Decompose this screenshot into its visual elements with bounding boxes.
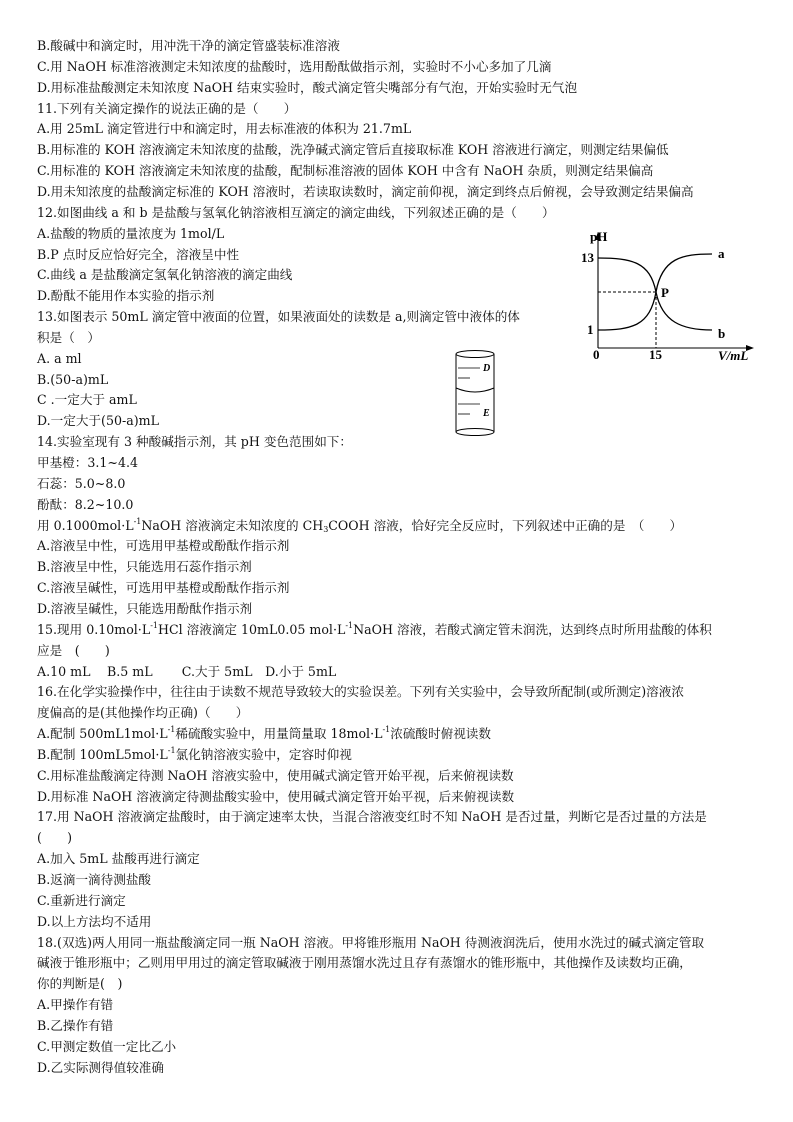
text-line: C.重新进行滴定 [37, 892, 126, 908]
text-line: D.用标准 NaOH 溶液滴定待测盐酸实验中，使用碱式滴定管开始平视，后来俯视读数 [37, 788, 515, 804]
text-line [37, 518, 682, 534]
text-line: 度偏高的是(其他操作均正确)（ ） [37, 705, 249, 721]
text-line: D.以上方法均不适用 [37, 913, 152, 929]
text-line: A.10 mL B.5 mL C.大于 5mL D.小于 5mL [37, 663, 337, 679]
text-line: 11.下列有关滴定操作的说法正确的是（ ） [37, 100, 297, 116]
text-line: 应是 ( ) [37, 642, 110, 658]
text-line: B.酸碱中和滴定时，用冲洗干净的滴定管盛装标准溶液 [37, 38, 340, 53]
text-segment: HCl 溶液滴定 10mL0.05 mol·L [157, 621, 346, 637]
text-line: 甲基橙：3.1~4.4 [37, 455, 138, 470]
text-line: B.(50-a)mL [37, 371, 109, 387]
text-line [37, 726, 491, 742]
text-segment: 用 0.1000mol·L [37, 517, 134, 533]
curve-b-label: b [718, 326, 726, 341]
superscript: -1 [345, 620, 354, 630]
text-line [37, 747, 352, 763]
text-line: 13.如图表示 50mL 滴定管中液面的位置，如果液面处的读数是 a,则滴定管中液体的体 [37, 309, 520, 325]
text-line: A.用 25mL 滴定管进行中和滴定时，用去标准液的体积为 21.7mL [37, 121, 412, 137]
text-line: C .一定大于 amL [37, 392, 137, 408]
superscript: -1 [167, 725, 176, 735]
x-axis-label: V/mL [718, 348, 749, 363]
text-line: D.乙实际测得值较准确 [37, 1059, 164, 1075]
text-line: 12.如图曲线 a 和 b 是盐酸与氢氧化钠溶液相互滴定的滴定曲线，下列叙述正确的是（ ） [37, 204, 555, 220]
text-segment: 氯化钠溶液实验中，定容时仰视 [175, 746, 352, 762]
text-line: 酚酞：8.2~10.0 [37, 496, 134, 512]
text-line: 石蕊：5.0~8.0 [37, 475, 126, 491]
text-line: D.一定大于(50-a)mL [37, 413, 159, 429]
text-line: 16.在化学实验操作中，往往由于读数不规范导致较大的实验误差。下列有关实验中，会导致所配制(或所测定)溶液浓 [37, 684, 684, 700]
burette-liquid-meniscus [456, 388, 494, 392]
y-tick-13: 13 [581, 250, 594, 265]
burette-top-rim [456, 351, 494, 358]
text-line: B.P 点时反应恰好完全，溶液呈中性 [37, 246, 240, 262]
text-segment: B.配制 100mL5mol·L [37, 746, 168, 762]
text-line: 17.用 NaOH 溶液滴定盐酸时，由于滴定速率太快，当混合溶液变红时不知 NaOH 是否过量，判断它是否过量的方法是 [37, 809, 707, 825]
text-line: 碱液于锥形瓶中；乙则用甲用过的滴定管取碱液于刚用蒸馏水洗过且存有蒸馏水的锥形瓶中，其他操作及读数均正确， [37, 955, 692, 971]
text-line: A.盐酸的物质的量浓度为 1mol/L [37, 225, 225, 241]
text-segment: COOH 溶液，恰好完全反应时，下列叙述中正确的是 （ ） [328, 517, 683, 533]
text-line: C.用标准盐酸滴定待测 NaOH 溶液实验中，使用碱式滴定管开始平视，后来俯视读数 [37, 767, 514, 783]
text-segment: 浓硫酸时俯视读数 [390, 726, 491, 742]
text-line: C.用 NaOH 标准溶液测定未知浓度的盐酸时，选用酚酞做指示剂，实验时不小心多加了几滴 [37, 58, 552, 74]
text-line: D.酚酞不能用作本实验的指示剂 [37, 288, 215, 304]
superscript: -1 [133, 516, 142, 526]
text-segment: 15.现用 0.10mol·L [37, 621, 151, 637]
text-line: C.用标准的 KOH 溶液滴定未知浓度的盐酸，配制标准溶液的固体 KOH 中含有 NaOH 杂质，则测定结果偏高 [37, 163, 654, 179]
text-segment: NaOH 溶液，若酸式滴定管未润洗，达到终点时所用盐酸的体积 [353, 621, 712, 637]
text-segment: A.配制 500mL1mol·L [37, 726, 168, 742]
text-line: B.返滴一滴待测盐酸 [37, 872, 152, 887]
text-line: B.溶液呈中性，只能选用石蕊作指示剂 [37, 559, 252, 575]
burette-mark-e: E [483, 408, 490, 419]
burette-mark-d: D [483, 363, 491, 374]
text-line: C.甲测定数值一定比乙小 [37, 1038, 177, 1054]
text-line: D.用未知浓度的盐酸滴定标准的 KOH 溶液时，若读取读数时，滴定前仰视，滴定到终点后俯视，会导致测定结果偏高 [37, 183, 694, 199]
text-line: C.曲线 a 是盐酸滴定氢氧化钠溶液的滴定曲线 [37, 267, 293, 283]
text-line: D.用标准盐酸测定未知浓度 NaOH 结束实验时，酸式滴定管尖嘴部分有气泡，开始实验时无气泡 [37, 79, 578, 95]
titration-curve-figure [572, 226, 767, 366]
text-line: ( ) [37, 830, 73, 846]
point-p-label: P [661, 285, 669, 300]
text-segment: 稀硫酸实验中，用量筒量取 18mol·L [175, 726, 383, 742]
burette-bottom-rim [456, 429, 494, 436]
superscript: -1 [382, 725, 391, 735]
x-tick-0: 0 [593, 347, 600, 362]
superscript: -1 [150, 620, 158, 630]
text-line: D.溶液呈碱性，只能选用酚酞作指示剂 [37, 600, 253, 616]
text-line: B.乙操作有错 [37, 1017, 114, 1033]
text-line: 你的判断是( ) [37, 976, 123, 992]
superscript: -1 [167, 745, 176, 755]
text-line: B.用标准的 KOH 溶液滴定未知浓度的盐酸，洗净碱式滴定管后直接取标准 KOH 溶液进行滴定，则测定结果偏低 [37, 142, 669, 158]
text-line [37, 622, 712, 638]
text-line: A.甲操作有错 [37, 997, 114, 1013]
text-line: A. a ml [37, 350, 82, 366]
x-tick-15: 15 [649, 347, 662, 362]
text-line: A.加入 5mL 盐酸再进行滴定 [37, 851, 200, 867]
burette-figure [450, 348, 510, 440]
text-line: C.溶液呈碱性，可选用甲基橙或酚酞作指示剂 [37, 580, 290, 596]
curve-a-label: a [718, 246, 725, 261]
text-line: 积是（ ） [37, 329, 100, 345]
text-line: A.溶液呈中性，可选用甲基橙或酚酞作指示剂 [37, 538, 290, 554]
text-line: 18.(双选)两人用同一瓶盐酸滴定同一瓶 NaOH 溶液。甲将锥形瓶用 NaOH 待测液润洗后，使用水洗过的碱式滴定管取 [37, 934, 705, 950]
text-line: 14.实验室现有 3 种酸碱指示剂，其 pH 变色范围如下： [37, 434, 352, 450]
y-tick-1: 1 [587, 322, 594, 337]
text-segment: NaOH 溶液滴定未知浓度的 CH [141, 517, 324, 533]
y-axis-label: pH [590, 229, 608, 244]
subscript: 3 [323, 524, 329, 534]
